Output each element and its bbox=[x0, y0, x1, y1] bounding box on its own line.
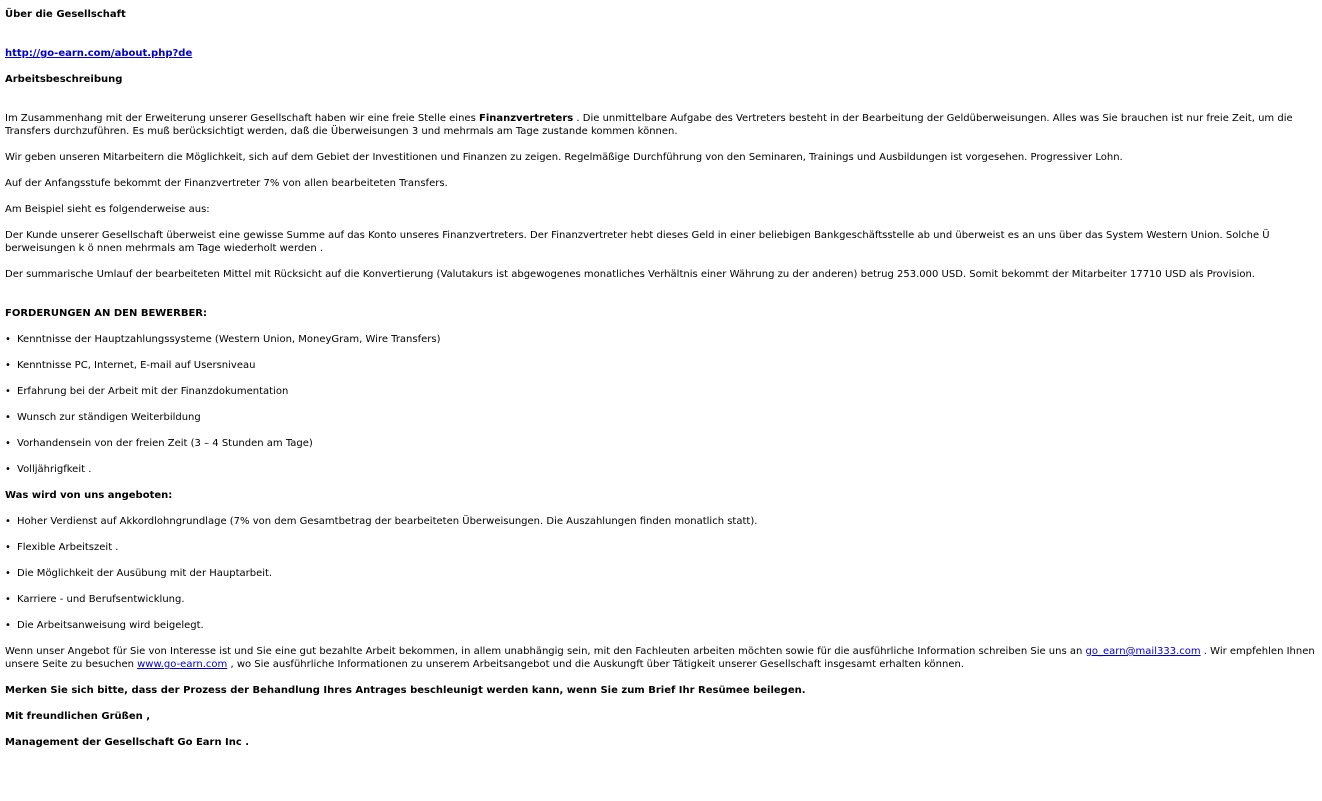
list-item-text: Vorhandensein von der freien Zeit (3 – 4 Stunden am Tage) bbox=[17, 438, 313, 449]
section-title-job-description: Arbeitsbeschreibung bbox=[5, 74, 123, 85]
list-item-text: Wunsch zur ständigen Weiterbildung bbox=[17, 412, 201, 423]
contact-mid-text: . Wir empfehlen Ihnen unsere Seite zu besuchen bbox=[5, 646, 1315, 670]
position-name: Finanzvertreters bbox=[478, 113, 574, 124]
description-paragraph-1 bbox=[5, 112, 1316, 138]
list-item-text: Karriere - und Berufsentwicklung. bbox=[17, 594, 185, 605]
website-link[interactable]: www.go-earn.com bbox=[137, 659, 228, 670]
description-paragraph-5: Der Kunde unserer Gesellschaft überweist eine gewisse Summe auf das Konto unseres Finanzvertreters. Der Finanzvertreter hebt dieses Geld in einer beliebigen Bankgeschäftsstelle ab und überweist es an uns über das System Western Union. Solche Ü berweisungen k ö nnen mehrmals am Tage wiederholt werden . bbox=[5, 230, 1270, 254]
list-item bbox=[5, 333, 1316, 346]
list-item bbox=[5, 411, 1316, 424]
bullet-icon: • bbox=[5, 360, 11, 371]
spacer bbox=[5, 99, 1316, 112]
list-item bbox=[5, 619, 1316, 632]
offer-title: Was wird von uns angeboten: bbox=[5, 490, 173, 501]
list-item bbox=[5, 567, 1316, 580]
requirements-title: FORDERUNGEN AN DEN BEWERBER: bbox=[5, 308, 207, 319]
resume-note: Merken Sie sich bitte, dass der Prozess der Behandlung Ihres Antrages beschleunigt werden kann, wenn Sie zum Brief Ihr Resümee beilegen. bbox=[5, 685, 806, 696]
bullet-icon: • bbox=[5, 386, 11, 397]
contact-paragraph bbox=[5, 645, 1316, 671]
list-item-text: Erfahrung bei der Arbeit mit der Finanzdokumentation bbox=[17, 386, 289, 397]
bullet-icon: • bbox=[5, 568, 11, 579]
spacer bbox=[5, 294, 1316, 307]
bullet-icon: • bbox=[5, 334, 11, 345]
page-title: Über die Gesellschaft bbox=[5, 9, 126, 20]
bullet-icon: • bbox=[5, 516, 11, 527]
list-item-text: Die Möglichkeit der Ausübung mit der Hauptarbeit. bbox=[17, 568, 273, 579]
p1-pre-text: Im Zusammenhang mit der Erweiterung unserer Gesellschaft haben wir eine freie Stelle eines bbox=[5, 113, 476, 124]
description-paragraph-6: Der summarische Umlauf der bearbeiteten Mittel mit Rücksicht auf die Konvertierung (Valutakurs ist abgewogenes monatliches Verhältnis einer Währung zu der anderen) betrug 253.000 USD. Somit bekommt der Mitarbeiter 17710 USD als Provision. bbox=[5, 269, 1255, 280]
list-item bbox=[5, 437, 1316, 450]
about-link[interactable]: http://go-earn.com/about.php?de bbox=[5, 48, 193, 59]
greeting: Mit freundlichen Grüßen , bbox=[5, 711, 151, 722]
list-item bbox=[5, 463, 1316, 476]
bullet-icon: • bbox=[5, 464, 11, 475]
list-item-text: Kenntnisse der Hauptzahlungssysteme (Western Union, MoneyGram, Wire Transfers) bbox=[17, 334, 441, 345]
list-item-text: Flexible Arbeitszeit . bbox=[17, 542, 119, 553]
description-paragraph-4: Am Beispiel sieht es folgenderweise aus: bbox=[5, 204, 210, 215]
contact-pre-text: Wenn unser Angebot für Sie von Interesse ist und Sie eine gut bezahlte Arbeit bekommen, in allem unabhängig sein, mit den Fachleuten arbeiten möchten sowie für die ausführliche Information schreiben Sie uns an bbox=[5, 646, 1083, 657]
list-item bbox=[5, 515, 1316, 528]
offer-list bbox=[5, 515, 1316, 632]
bullet-icon: • bbox=[5, 594, 11, 605]
list-item bbox=[5, 593, 1316, 606]
list-item-text: Volljährigfkeit . bbox=[17, 464, 92, 475]
requirements-list bbox=[5, 333, 1316, 476]
bullet-icon: • bbox=[5, 620, 11, 631]
description-paragraph-2: Wir geben unseren Mitarbeitern die Möglichkeit, sich auf dem Gebiet der Investitionen und Finanzen zu zeigen. Regelmäßige Durchführung von den Seminaren, Trainings und Ausbildungen ist vorgesehen. Progressiver Lohn. bbox=[5, 152, 1123, 163]
list-item bbox=[5, 359, 1316, 372]
email-link[interactable]: go_earn@mail333.com bbox=[1085, 646, 1201, 657]
contact-post-text: , wo Sie ausführliche Informationen zu unserem Arbeitsangebot und die Auskungft über Tätigkeit unserer Gesellschaft insgesamt erhalten können. bbox=[230, 659, 965, 670]
list-item-text: Kenntnisse PC, Internet, E-mail auf Usersniveau bbox=[17, 360, 256, 371]
spacer bbox=[5, 34, 1316, 47]
bullet-icon: • bbox=[5, 542, 11, 553]
list-item bbox=[5, 541, 1316, 554]
bullet-icon: • bbox=[5, 438, 11, 449]
list-item-text: Die Arbeitsanweisung wird beigelegt. bbox=[17, 620, 204, 631]
list-item-text: Hoher Verdienst auf Akkordlohngrundlage (7% von dem Gesamtbetrag der bearbeiteten Überweisungen. Die Auszahlungen finden monatlich statt). bbox=[17, 516, 758, 527]
signature: Management der Gesellschaft Go Earn Inc . bbox=[5, 737, 250, 748]
p1-post-text: . Die unmittelbare Aufgabe des Vertreters besteht in der Bearbeitung der Geldüberweisungen. Alles was Sie brauchen ist nur freie Zeit, um die Transfers durchzuführen. Es muß berücksichtigt werden, daß die Überweisungen 3 und mehrmals am Tage zustande kommen können. bbox=[5, 113, 1293, 137]
bullet-icon: • bbox=[5, 412, 11, 423]
description-paragraph-3: Auf der Anfangsstufe bekommt der Finanzvertreter 7% von allen bearbeiteten Transfers. bbox=[5, 178, 448, 189]
list-item bbox=[5, 385, 1316, 398]
